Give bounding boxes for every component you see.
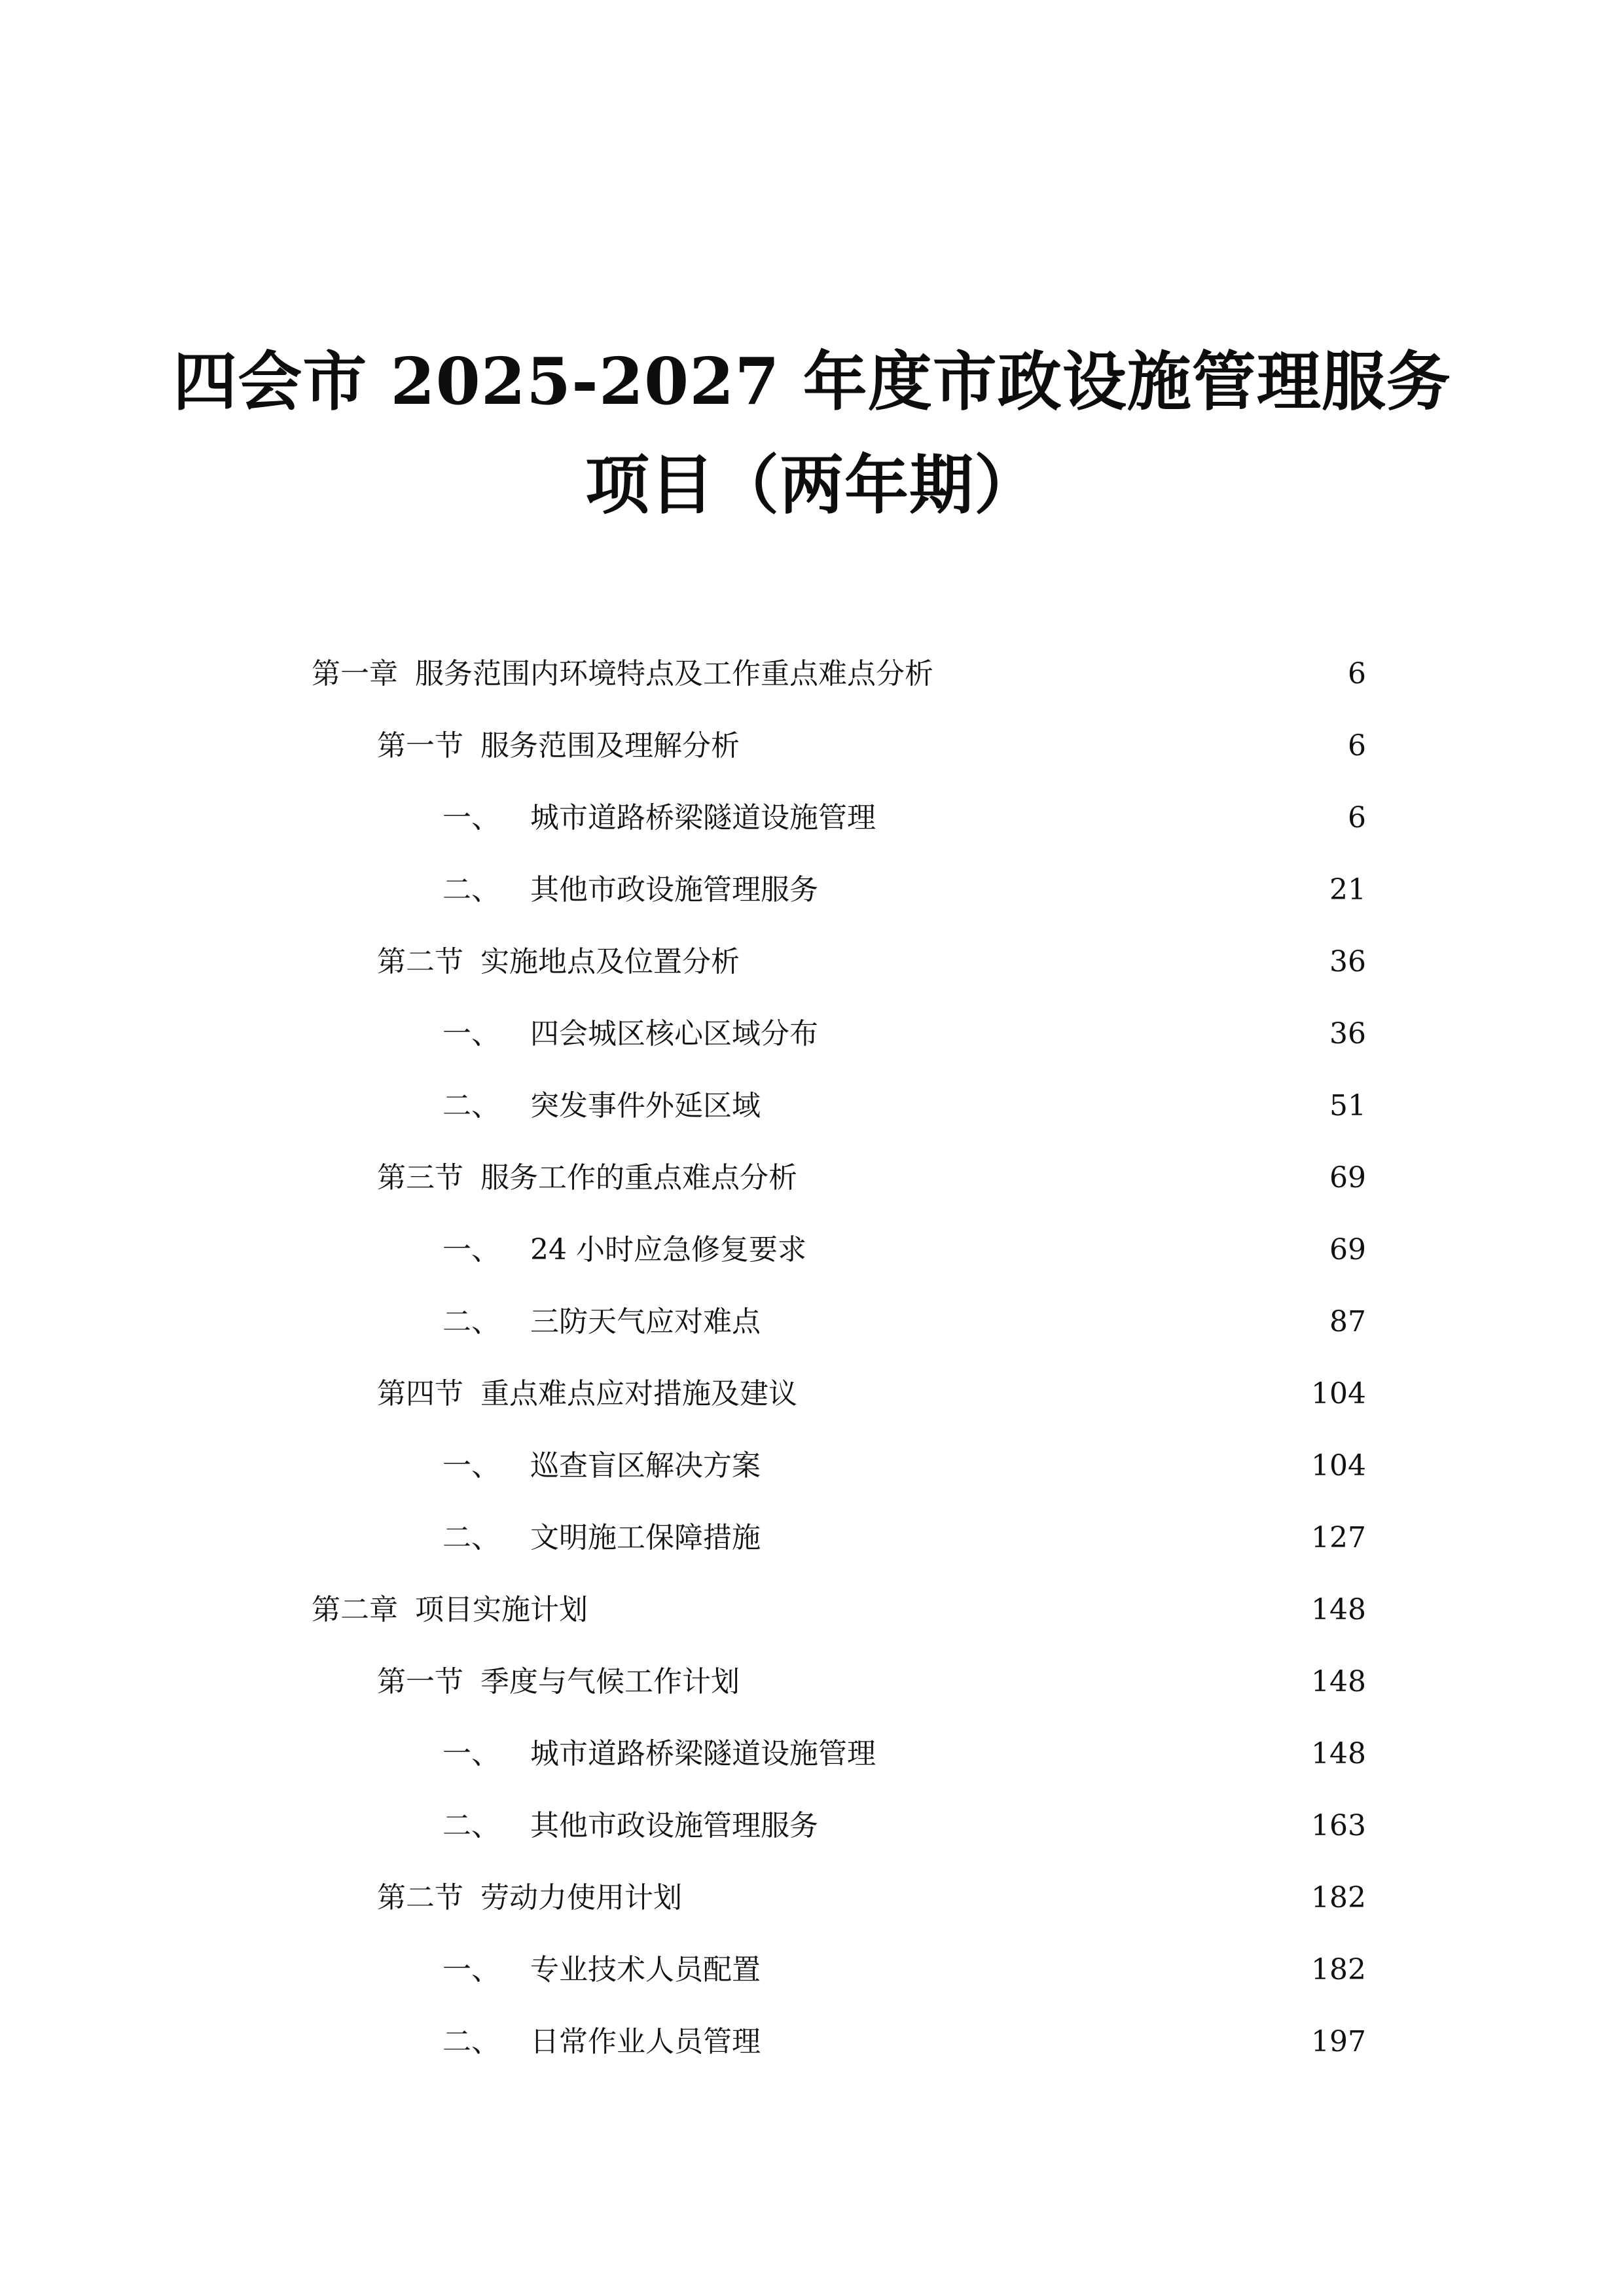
toc-entry-number: 一、: [442, 1449, 500, 1482]
toc-entry-title: 突发事件外延区域: [530, 1089, 761, 1122]
toc-entry-page-number: 36: [1329, 945, 1366, 978]
toc-entry-number: 第二节: [377, 1881, 463, 1914]
toc-entry-title: 城市道路桥梁隧道设施管理: [530, 801, 876, 834]
toc-entry[interactable]: [442, 1718, 1366, 1790]
toc-dot-leader: [746, 1668, 1305, 1696]
toc-dot-leader: [804, 1164, 1323, 1193]
toc-entry-number: 二、: [442, 1305, 500, 1338]
toc-dot-leader: [594, 1596, 1305, 1624]
toc-entry-number: 一、: [442, 1737, 500, 1770]
toc-entry[interactable]: [377, 1142, 1366, 1214]
toc-entry-number: 一、: [442, 1953, 500, 1986]
toc-entry-page-number: 51: [1329, 1089, 1366, 1122]
toc-entry-page-number: 197: [1311, 2025, 1366, 2058]
toc-entry-title: 重点难点应对措施及建议: [480, 1377, 797, 1410]
toc-entry[interactable]: [377, 1358, 1366, 1430]
toc-dot-leader: [825, 1812, 1305, 1840]
toc-dot-leader: [746, 732, 1341, 761]
table-of-contents: [0, 638, 1624, 2144]
toc-entry-number: 二、: [442, 873, 500, 906]
toc-entry-page-number: 182: [1311, 1881, 1366, 1914]
toc-entry-title: 24 小时应急修复要求: [530, 1233, 806, 1266]
toc-entry-page-number: 6: [1348, 801, 1366, 834]
toc-dot-leader: [825, 1020, 1323, 1049]
toc-entry[interactable]: [377, 926, 1366, 998]
toc-entry[interactable]: [442, 1934, 1366, 2006]
toc-entry-page-number: 6: [1348, 729, 1366, 762]
toc-entry-number: 二、: [442, 2025, 500, 2058]
toc-entry-title: 文明施工保障措施: [530, 1521, 761, 1554]
toc-entry[interactable]: [442, 1502, 1366, 1574]
document-title: [0, 331, 1624, 537]
title-line-2: 项目（两年期）: [585, 448, 1039, 523]
toc-entry[interactable]: [442, 1286, 1366, 1358]
toc-entry-number: 一、: [442, 1017, 500, 1050]
toc-dot-leader: [804, 1380, 1305, 1408]
toc-dot-leader: [940, 660, 1341, 689]
toc-entry-number: 第二章: [312, 1593, 398, 1626]
toc-dot-leader: [767, 2028, 1305, 2056]
toc-entry[interactable]: [442, 1790, 1366, 1862]
toc-entry-page-number: 6: [1348, 657, 1366, 691]
toc-dot-leader: [825, 876, 1323, 905]
toc-dot-leader: [767, 1452, 1305, 1480]
toc-entry-title: 其他市政设施管理服务: [530, 1809, 818, 1842]
toc-entry-number: 二、: [442, 1809, 500, 1842]
toc-entry-page-number: 148: [1311, 1737, 1366, 1770]
toc-entry-title: 服务范围及理解分析: [480, 729, 740, 762]
toc-entry-number: 第二节: [377, 945, 463, 978]
toc-entry-title: 其他市政设施管理服务: [530, 873, 818, 906]
toc-entry[interactable]: [312, 1574, 1366, 1646]
toc-dot-leader: [767, 1308, 1323, 1336]
toc-entry[interactable]: [442, 2006, 1366, 2078]
toc-entry[interactable]: [442, 1430, 1366, 1502]
toc-entry[interactable]: [442, 1070, 1366, 1142]
toc-entry-title: 三防天气应对难点: [530, 1305, 761, 1338]
toc-entry-page-number: 104: [1311, 1377, 1366, 1410]
toc-dot-leader: [882, 804, 1341, 833]
toc-entry-title: 项目实施计划: [415, 1593, 588, 1626]
toc-entry[interactable]: [442, 782, 1366, 854]
toc-entry[interactable]: [377, 710, 1366, 782]
toc-entry-number: 第一节: [377, 1665, 463, 1698]
toc-entry-page-number: 163: [1311, 1809, 1366, 1842]
toc-entry[interactable]: [442, 1214, 1366, 1286]
toc-entry-page-number: 127: [1311, 1521, 1366, 1554]
toc-entry-page-number: 148: [1311, 1665, 1366, 1698]
toc-entry[interactable]: [312, 638, 1366, 710]
toc-entry-page-number: 69: [1329, 1161, 1366, 1194]
toc-entry[interactable]: [377, 1862, 1366, 1934]
toc-dot-leader: [882, 1740, 1305, 1768]
toc-dot-leader: [813, 1236, 1323, 1265]
toc-entry-title: 专业技术人员配置: [530, 1953, 761, 1986]
toc-entry-page-number: 104: [1311, 1449, 1366, 1482]
toc-dot-leader: [767, 1956, 1305, 1984]
toc-entry-title: 实施地点及位置分析: [480, 945, 740, 978]
toc-entry-number: 二、: [442, 1089, 500, 1122]
toc-entry-page-number: 21: [1329, 873, 1366, 906]
toc-entry-title: 季度与气候工作计划: [480, 1665, 740, 1698]
toc-entry-page-number: 69: [1329, 1233, 1366, 1266]
toc-entry-title: 城市道路桥梁隧道设施管理: [530, 1737, 876, 1770]
toc-entry[interactable]: [442, 998, 1366, 1070]
toc-entry-title: 四会城区核心区域分布: [530, 1017, 818, 1050]
toc-entry-title: 劳动力使用计划: [480, 1881, 682, 1914]
toc-dot-leader: [767, 1524, 1305, 1552]
title-line-1: 四会市 2025-2027 年度市政设施管理服务: [173, 344, 1451, 420]
toc-entry[interactable]: [442, 854, 1366, 926]
toc-entry-number: 第一章: [312, 657, 398, 691]
toc-entry-title: 日常作业人员管理: [530, 2025, 761, 2058]
toc-entry-number: 第一节: [377, 729, 463, 762]
toc-dot-leader: [746, 948, 1323, 977]
toc-entry-number: 第四节: [377, 1377, 463, 1410]
toc-entry-number: 一、: [442, 801, 500, 834]
toc-entry-title: 巡查盲区解决方案: [530, 1449, 761, 1482]
toc-entry-number: 第三节: [377, 1161, 463, 1194]
toc-entry[interactable]: [377, 1646, 1366, 1718]
toc-dot-leader: [689, 1884, 1305, 1912]
toc-entry-page-number: 36: [1329, 1017, 1366, 1050]
toc-entry-page-number: 148: [1311, 1593, 1366, 1626]
toc-entry-page-number: 182: [1311, 1953, 1366, 1986]
toc-entry-page-number: 87: [1329, 1305, 1366, 1338]
toc-entry-title: 服务工作的重点难点分析: [480, 1161, 797, 1194]
toc-entry-title: 服务范围内环境特点及工作重点难点分析: [415, 657, 933, 691]
toc-entry-number: 二、: [442, 1521, 500, 1554]
toc-entry-number: 一、: [442, 1233, 500, 1266]
toc-dot-leader: [767, 1092, 1323, 1121]
